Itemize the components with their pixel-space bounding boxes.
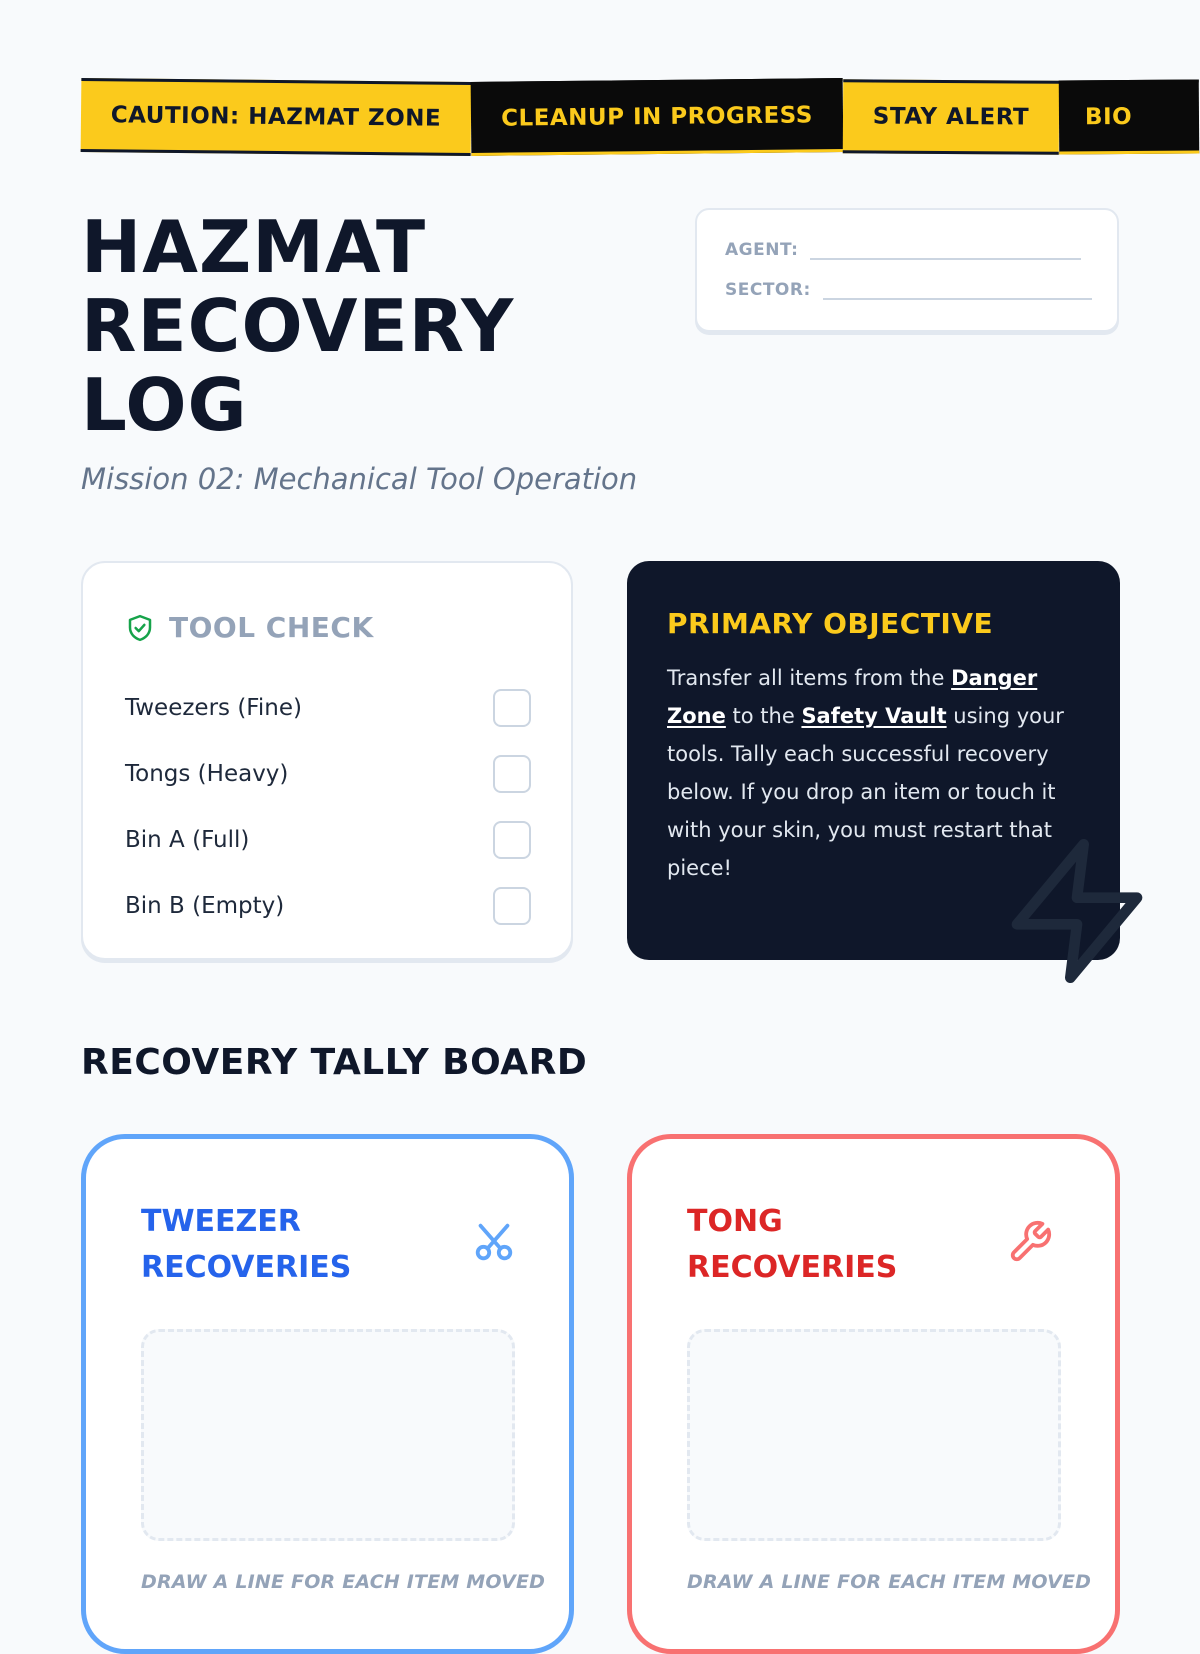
tweezer-recoveries-card xyxy=(81,1134,574,1654)
tally-title-line: TONG xyxy=(687,1204,783,1239)
caution-tape xyxy=(81,80,1133,154)
primary-objective-card xyxy=(627,561,1120,960)
objective-text-part: to the xyxy=(725,704,802,728)
tweezer-tally-area[interactable] xyxy=(141,1329,515,1541)
tweezers-checkbox[interactable] xyxy=(493,689,531,727)
sector-row xyxy=(725,280,1092,300)
tape-segment-caution: CAUTION: HAZMAT ZONE xyxy=(81,78,472,156)
tweezer-recoveries-title xyxy=(141,1199,441,1291)
tool-check-card xyxy=(81,561,573,960)
tong-tally-hint: DRAW A LINE FOR EACH ITEM MOVED xyxy=(687,1571,1092,1593)
tong-recoveries-card xyxy=(627,1134,1120,1654)
page-title-line: HAZMAT xyxy=(81,205,427,289)
mission-subtitle: Mission 02: Mechanical Tool Operation xyxy=(81,462,638,496)
bin-b-checkbox[interactable] xyxy=(493,887,531,925)
tally-board-title: RECOVERY TALLY BOARD xyxy=(81,1042,588,1083)
tong-tally-area[interactable] xyxy=(687,1329,1061,1541)
shield-check-icon xyxy=(125,613,155,643)
tool-check-item xyxy=(125,873,531,939)
page-title-line: LOG xyxy=(81,363,248,447)
tool-check-item xyxy=(125,741,531,807)
tape-segment-cleanup: CLEANUP IN PROGRESS xyxy=(471,78,844,156)
sector-label: SECTOR: xyxy=(725,280,811,300)
tool-check-item-label: Tweezers (Fine) xyxy=(125,695,302,721)
tally-title-line: RECOVERIES xyxy=(687,1250,898,1285)
tweezer-tally-hint: DRAW A LINE FOR EACH ITEM MOVED xyxy=(141,1571,546,1593)
tool-check-header xyxy=(125,611,374,644)
agent-info-card xyxy=(695,208,1119,332)
tool-check-item-label: Tongs (Heavy) xyxy=(125,761,289,787)
tool-check-item-label: Bin A (Full) xyxy=(125,827,250,853)
danger-zone-emphasis: Danger Zone xyxy=(667,666,1038,728)
tally-title-line: RECOVERIES xyxy=(141,1250,352,1285)
page-title-line: RECOVERY xyxy=(81,284,515,368)
objective-text-part: Transfer all items from the xyxy=(667,666,952,690)
tape-segment-bio: BIO xyxy=(1059,80,1200,155)
tool-check-title: TOOL CHECK xyxy=(169,611,374,644)
tongs-checkbox[interactable] xyxy=(493,755,531,793)
tool-check-item xyxy=(125,675,531,741)
tong-recoveries-title xyxy=(687,1199,987,1291)
agent-row xyxy=(725,240,1081,260)
page-title xyxy=(81,205,641,447)
bin-a-checkbox[interactable] xyxy=(493,821,531,859)
tally-title-line: TWEEZER xyxy=(141,1204,301,1239)
agent-field[interactable] xyxy=(810,242,1081,260)
sector-field[interactable] xyxy=(823,282,1092,300)
tool-check-item xyxy=(125,807,531,873)
tool-check-item-label: Bin B (Empty) xyxy=(125,893,285,919)
tool-check-list xyxy=(125,675,531,939)
lightning-bolt-icon xyxy=(997,831,1157,991)
scissors-icon xyxy=(471,1219,517,1265)
objective-text-part: using your tools. Tally each successful recovery below. If you drop an item or touch it with your skin, you must restart that piece! xyxy=(667,704,1064,880)
wrench-icon xyxy=(1007,1219,1053,1265)
tape-segment-alert: STAY ALERT xyxy=(843,79,1060,155)
objective-title: PRIMARY OBJECTIVE xyxy=(667,607,994,640)
agent-label: AGENT: xyxy=(725,240,799,260)
safety-vault-emphasis: Safety Vault xyxy=(801,704,947,728)
